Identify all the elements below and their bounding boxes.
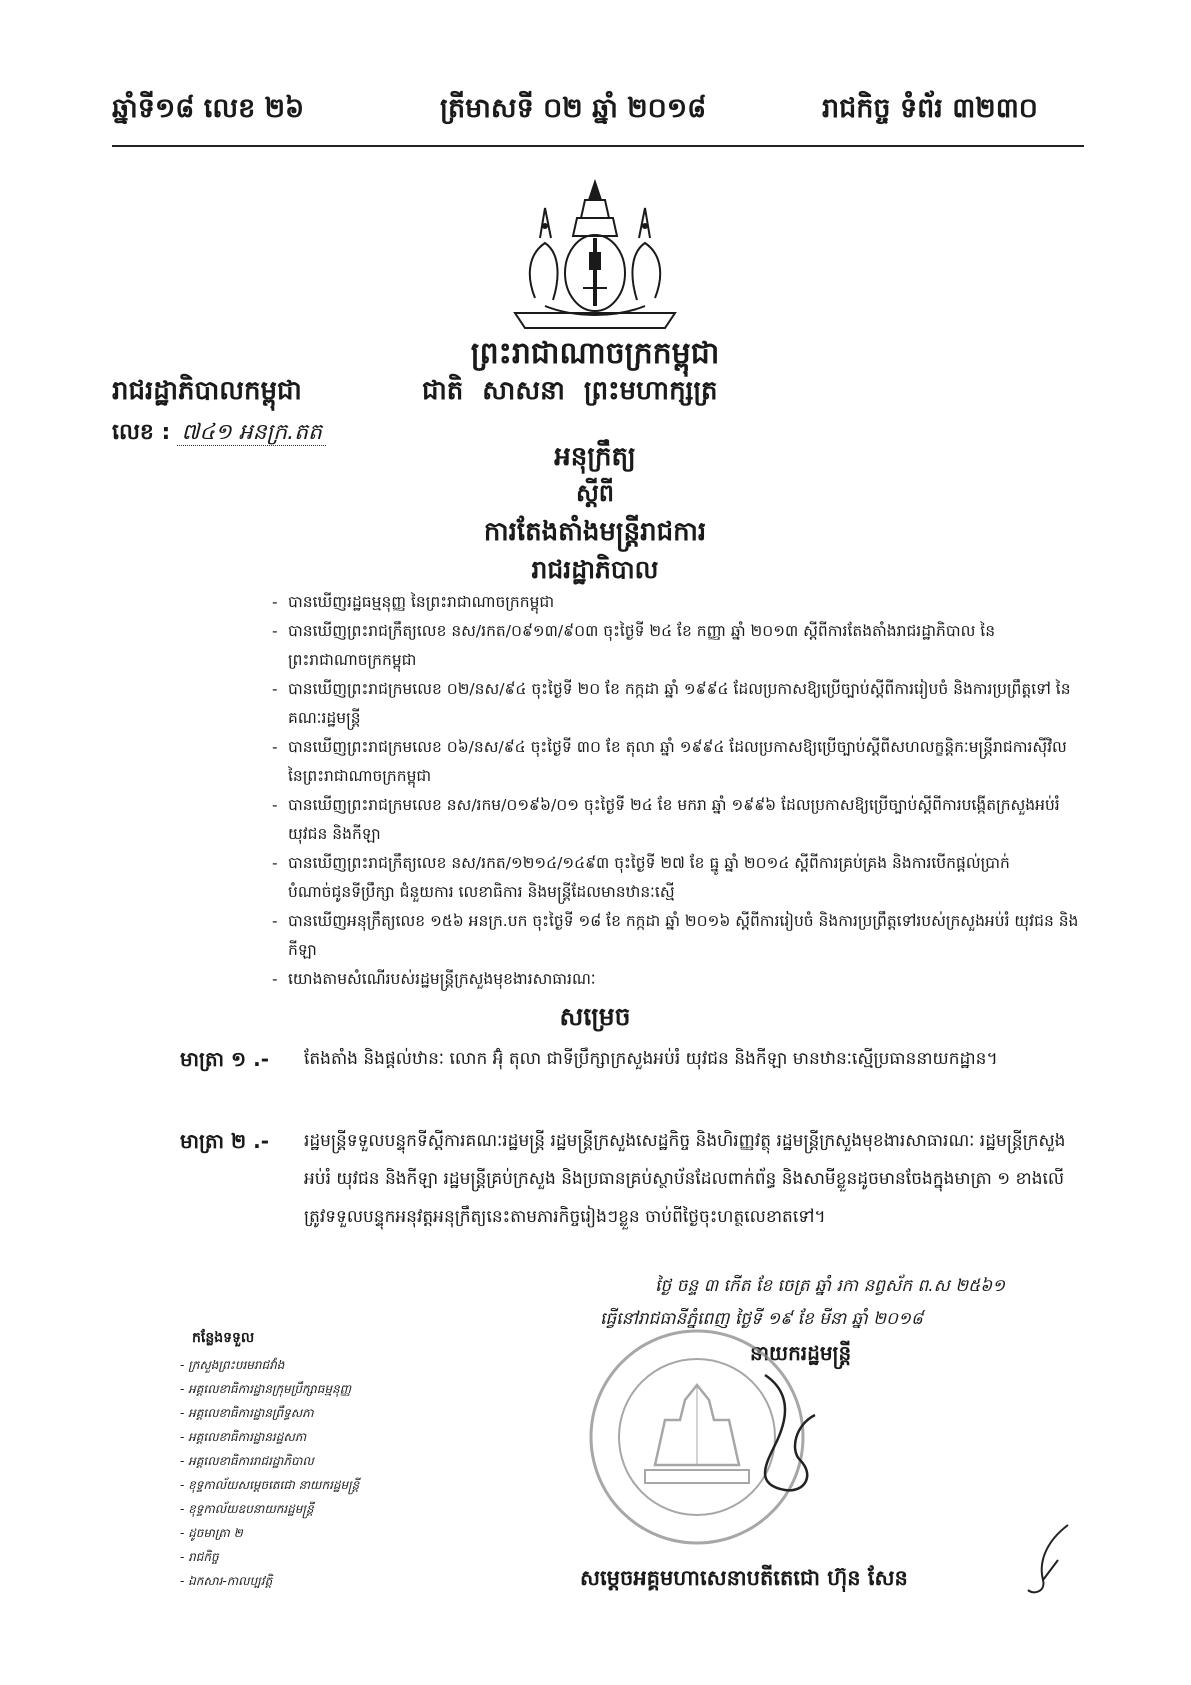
distribution-item: - អគ្គលេខាធិការដ្ឋានព្រឹទ្ធសភា	[180, 1406, 314, 1420]
decision-heading: សម្រេច	[559, 1002, 631, 1031]
distribution-item: - រាជកិច្ច	[180, 1550, 219, 1564]
header-left: ឆ្នាំទី១៨ លេខ ២៦	[112, 93, 305, 124]
number-label: លេខ :	[112, 420, 171, 445]
distribution-item: - ដូចមាត្រា ២	[180, 1526, 243, 1540]
distribution-item: - អគ្គលេខាធិការរាជរដ្ឋាភិបាល	[180, 1454, 314, 1468]
distribution-block	[180, 1328, 480, 1593]
number-value: ៧៤១ អនក្រ.តត	[177, 420, 326, 446]
preamble-item: - បានឃើញព្រះរាជក្រឹត្យលេខ នស/រកត/០៩១៣/៩០៣ ចុះថ្ងៃទី ២៤ ខែ កញ្ញា ឆ្នាំ ២០១៣ ស្តីពីការតែងតាំងរាជរដ្ឋាភិបាល នៃព្រះរាជាណាចក្រកម្ពុជា	[272, 617, 1082, 675]
distribution-item: - ខុទ្ទកាល័យឧបនាយករដ្ឋមន្ត្រី	[180, 1502, 314, 1516]
kingdom-title: ព្រះរាជាណាចក្រកម្ពុជា	[470, 336, 720, 371]
article-1	[180, 1040, 1085, 1078]
name-flourish-signature	[1018, 1520, 1078, 1600]
distribution-title: កន្លែងទទួល	[192, 1330, 255, 1346]
document-subject: ការតែងតាំងមន្ត្រីរាជការ	[483, 517, 707, 547]
issuer-title: រាជរដ្ឋាភិបាល	[531, 555, 659, 584]
preamble-item: - បានឃើញព្រះរាជក្រឹត្យលេខ នស/រកត/១២១៤/១៤៩៣ ចុះថ្ងៃទី ២៧ ខែ ធ្នូ ឆ្នាំ ២០១៤ ស្តីពីការគ្រប់គ្រង និងការបើកផ្តល់ប្រាក់បំណាច់ជូនទីប្រឹក្សា ជំនួយការ លេខាធិការ និងមន្ត្រីដែលមានឋានៈស្មើ	[272, 849, 1082, 907]
distribution-item: - ក្រសួងព្រះបរមរាជវាំង	[180, 1358, 285, 1372]
preamble-item: - បានឃើញរដ្ឋធម្មនុញ្ញ នៃព្រះរាជាណាចក្រកម្ពុជា	[272, 588, 1082, 617]
preamble-list	[272, 588, 1082, 994]
place-and-date: ធ្វើនៅរាជធានីភ្នំពេញ ថ្ងៃទី ១៩ ខែ មីនា ឆ្នាំ ២០១៨	[600, 1309, 923, 1329]
header-center: ត្រីមាសទី ០២ ឆ្នាំ ២០១៨	[440, 93, 707, 124]
preamble-item: - បានឃើញព្រះរាជក្រមលេខ នស/រកម/០១៩៦/០១ ចុះថ្ងៃទី ២៤ ខែ មករា ឆ្នាំ ១៩៩៦ ដែលប្រកាសឱ្យប្រើច្បាប់ស្តីពីការបង្កើតក្រសួងអប់រំ យុវជន និងកីឡា	[272, 791, 1082, 849]
document-number	[112, 418, 326, 450]
prime-minister-name: សម្តេចអគ្គមហាសេនាបតីតេជោ ហ៊ុន សែន	[580, 1566, 908, 1590]
document-about: ស្តីពី	[575, 479, 615, 507]
national-motto: ជាតិ សាសនា ព្រះមហាក្សត្រ	[422, 376, 718, 406]
distribution-item: - ឯកសារ-កាលប្បវត្តិ	[180, 1574, 273, 1588]
prime-minister-title: នាយករដ្ឋមន្ត្រី	[750, 1341, 852, 1365]
preamble-item: - យោងតាមសំណើរបស់រដ្ឋមន្ត្រីក្រសួងមុខងារសាធារណៈ	[272, 965, 1082, 994]
government-label: រាជរដ្ឋាភិបាលកម្ពុជា	[112, 376, 302, 406]
lunar-date: ថ្ងៃ ចន្ទ ៣ កើត ខែ ចេត្រ ឆ្នាំ រកា នព្វស័ក ព.ស ២៥៦១	[655, 1276, 1006, 1296]
distribution-item: - អគ្គលេខាធិការដ្ឋានរដ្ឋសភា	[180, 1430, 307, 1444]
header-right: រាជកិច្ច ទំព័រ ៣២៣០	[822, 93, 1038, 124]
article-2-label: មាត្រា ២ .-	[180, 1129, 270, 1153]
article-1-label: មាត្រា ១ .-	[180, 1047, 270, 1071]
preamble-item: - បានឃើញអនុក្រឹត្យលេខ ១៥៦ អនក្រ.បក ចុះថ្ងៃទី ១៨ ខែ កក្កដា ឆ្នាំ ២០១៦ ស្តីពីការរៀបចំ និងការប្រព្រឹត្តទៅរបស់ក្រសួងអប់រំ យុវជន និងកីឡា	[272, 907, 1082, 965]
distribution-item: - ខុទ្ទកាល័យសម្តេចតេជោ នាយករដ្ឋមន្ត្រី	[180, 1478, 360, 1492]
header-divider	[112, 145, 1084, 147]
handwritten-signature	[745, 1365, 835, 1505]
royal-coat-of-arms-emblem	[505, 178, 685, 333]
preamble-item: - បានឃើញព្រះរាជក្រមលេខ ០៦/នស/៩៤ ចុះថ្ងៃទី ៣០ ខែ តុលា ឆ្នាំ ១៩៩៤ ដែលប្រកាសឱ្យប្រើច្បាប់ស្តីពីសហលក្ខន្តិកៈមន្ត្រីរាជការស៊ីវិល នៃព្រះរាជាណាចក្រកម្ពុជា	[272, 733, 1082, 791]
article-1-text: តែងតាំង និងផ្តល់ឋានៈ លោក អ៊ុំ តុលា ជាទីប្រឹក្សាក្រសួងអប់រំ យុវជន និងកីឡា មានឋានៈស្មើប្រធាននាយកដ្ឋាន។	[304, 1049, 998, 1069]
article-2-text: រដ្ឋមន្ត្រីទទួលបន្ទុកទីស្តីការគណៈរដ្ឋមន្ត្រី រដ្ឋមន្ត្រីក្រសួងសេដ្ឋកិច្ច និងហិរញ្ញវត្ថុ រដ្ឋមន្ត្រីក្រសួងមុខងារសាធារណៈ រដ្ឋមន្ត្រីក្រសួងអប់រំ យុវជន និងកីឡា រដ្ឋមន្ត្រីគ្រប់ក្រសួង និងប្រធានគ្រប់ស្ថាប័នដែលពាក់ព័ន្ធ និងសាមីខ្លួនដូចមានចែងក្នុងមាត្រា ១ ខាងលើ ត្រូវទទួលបន្ទុកអនុវត្តអនុក្រឹត្យនេះតាមភារកិច្ចរៀងៗខ្លួន ចាប់ពីថ្ងៃចុះហត្ថលេខាតទៅ។	[304, 1131, 1066, 1227]
article-2	[180, 1122, 1085, 1236]
document-type: អនុក្រឹត្យ	[554, 442, 636, 472]
preamble-item: - បានឃើញព្រះរាជក្រមលេខ ០២/នស/៩៤ ចុះថ្ងៃទី ២០ ខែ កក្កដា ឆ្នាំ ១៩៩៤ ដែលប្រកាសឱ្យប្រើច្បាប់ស្តីពីការរៀបចំ និងការប្រព្រឹត្តទៅ នៃគណៈរដ្ឋមន្ត្រី	[272, 675, 1082, 733]
distribution-item: - អគ្គលេខាធិការដ្ឋានក្រុមប្រឹក្សាធម្មនុញ្ញ	[180, 1382, 352, 1396]
